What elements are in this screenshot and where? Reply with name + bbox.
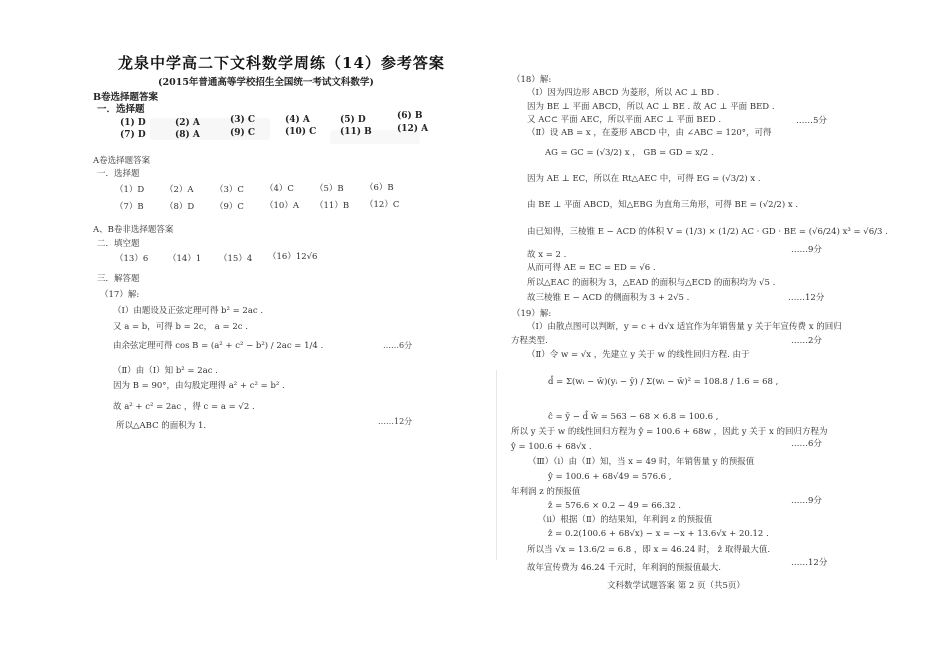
b-choice-item: (11) B xyxy=(340,127,372,137)
q18-line: 由 BE ⊥ 平面 ABCD，知△EBG 为直角三角形，可得 BE = (√2/2) x . xyxy=(527,200,799,210)
b-choice-subheading: 一．选择题 xyxy=(97,104,145,115)
q19-line: d̂ = Σ(wᵢ − w̄)(yᵢ − ȳ) / Σ(wᵢ − w̄)² = 108.8 / 1.6 = 68 , xyxy=(548,377,779,387)
q17-line: 所以△ABC 的面积为 1. xyxy=(116,421,207,431)
q19-score-mark: ……6分 xyxy=(791,439,822,449)
q18-label: （18）解: xyxy=(512,75,552,85)
q19-line: 所以 y 关于 w 的线性回归方程为 ŷ = 100.6 + 68w ，因此 y 关于 x 的回归方程为 xyxy=(511,427,828,437)
ab-section-heading: A、B卷非选择题答案 xyxy=(93,225,174,235)
a-choice-item: （6）B xyxy=(365,183,394,193)
q19-line: ŷ = 100.6 + 68√49 = 576.6 , xyxy=(548,472,672,482)
q19-line: （Ⅰ）由散点图可以判断，y = c + d√x 适宜作为年销售量 y 关于年宣传费 x 的回归 xyxy=(527,322,842,332)
q19-score-mark: ……12分 xyxy=(791,558,828,568)
q18-line: 故三棱锥 E − ACD 的侧面积为 3 + 2√5 . xyxy=(527,293,690,303)
q17-line: 因为 B = 90°，由勾股定理得 a² + c² = b² . xyxy=(113,381,285,391)
q19-line: 年利润 z 的预报值 xyxy=(511,487,581,497)
q17-score-mark: ……6分 xyxy=(383,341,413,350)
b-choice-item: (8) A xyxy=(175,130,200,140)
q19-line: 故年宣传费为 46.24 千元时，年利润的预报值最大. xyxy=(527,563,721,573)
q18-score-mark: ……5分 xyxy=(796,116,827,126)
a-choice-item: （3）C xyxy=(215,185,244,195)
b-choice-item: (7) D xyxy=(120,130,146,140)
scan-fold-line xyxy=(496,370,497,560)
a-choice-item: （12）C xyxy=(365,200,400,210)
q18-line: 由已知得，三棱锥 E − ACD 的体积 V = (1/3) × (1/2) AC · GD · BE = (√6/24) x³ = √6/3 . xyxy=(527,227,888,237)
b-choice-item: (6) B xyxy=(397,111,423,121)
q18-score-mark: ……9分 xyxy=(791,245,822,255)
b-choice-item: (5) D xyxy=(340,115,366,125)
q19-label: （19）解: xyxy=(512,309,552,319)
b-choice-item: (2) A xyxy=(175,118,200,128)
a-choice-item: （8）D xyxy=(165,202,195,212)
b-choice-item: (3) C xyxy=(230,115,256,125)
q18-line: 故 x = 2 . xyxy=(527,250,567,260)
a-choice-item: （10）A xyxy=(265,201,299,211)
a-choice-item: （11）B xyxy=(315,201,350,211)
q19-line: （Ⅱ）令 w = √x ，先建立 y 关于 w 的线性回归方程. 由于 xyxy=(527,350,750,360)
q17-line: 由余弦定理可得 cos B = (a² + c² − b²) / 2ac = 1/4 . xyxy=(113,341,324,351)
q18-line: （Ⅰ）因为四边形 ABCD 为菱形，所以 AC ⊥ BD . xyxy=(527,88,720,98)
page-subtitle: (2015年普通高等学校招生全国统一考试文科数学) xyxy=(158,77,374,88)
fill-answer-item: （14）1 xyxy=(168,254,202,264)
a-section-heading: A卷选择题答案 xyxy=(93,156,151,166)
q19-score-mark: ……2分 xyxy=(791,336,822,346)
b-choice-item: (4) A xyxy=(285,115,310,125)
q17-label: （17）解: xyxy=(100,290,140,300)
q17-line: （Ⅱ）由（Ⅰ）知 b² = 2ac . xyxy=(113,366,218,376)
fill-answer-item: （15）4 xyxy=(219,254,253,264)
page-footer: 文科数学试题答案 第 2 页（共5页） xyxy=(607,581,745,591)
a-choice-item: （4）C xyxy=(265,184,294,194)
b-section-heading: B卷选择题答案 xyxy=(93,92,159,103)
a-choice-item: （5）B xyxy=(315,184,344,194)
q19-line: ĉ = ȳ − d̂ w̄ = 563 − 68 × 6.8 = 100.6 , xyxy=(548,412,719,422)
b-choice-item: (9) C xyxy=(230,128,256,138)
q19-score-mark: ……9分 xyxy=(791,496,822,506)
q18-line: 所以△EAC 的面积为 3，△EAD 的面积与△ECD 的面积均为 √5 . xyxy=(527,278,776,288)
b-choice-item: (1) D xyxy=(120,118,146,128)
q18-line: 因为 BE ⊥ 平面 ABCD，所以 AC ⊥ BE . 故 AC ⊥ 平面 BED . xyxy=(527,102,775,112)
a-choice-subheading: 一．选择题 xyxy=(97,169,140,179)
q19-line: ẑ = 0.2(100.6 + 68√x) − x = −x + 13.6√x + 20.12 . xyxy=(548,529,769,539)
q18-score-mark: ……12分 xyxy=(788,293,825,303)
q18-line: （Ⅱ）设 AB = x ，在菱形 ABCD 中，由 ∠ABC = 120°，可得 xyxy=(527,128,772,138)
q18-line: AG = GC = (√3/2) x ， GB = GD = x/2 . xyxy=(545,148,714,158)
q18-line: 又 AC⊂ 平面 AEC，所以平面 AEC ⊥ 平面 BED . xyxy=(527,115,722,125)
q18-line: 因为 AE ⊥ EC，所以在 Rt△AEC 中，可得 EG = (√3/2) x . xyxy=(527,174,761,184)
b-choice-item: (10) C xyxy=(285,127,317,137)
q19-line: （ii）根据（Ⅱ）的结果知，年利润 z 的预报值 xyxy=(538,515,713,525)
fill-answer-item: （16）12√6 xyxy=(268,252,318,262)
fill-section-heading: 二．填空题 xyxy=(97,239,140,249)
page-title: 龙泉中学高二下文科数学周练（14）参考答案 xyxy=(118,54,445,72)
solve-section-heading: 三．解答题 xyxy=(97,274,140,284)
q17-line: 故 a² + c² = 2ac ，得 c = a = √2 . xyxy=(113,402,255,412)
fill-answer-item: （13）6 xyxy=(115,254,149,264)
q19-line: ẑ = 576.6 × 0.2 − 49 = 66.32 . xyxy=(548,501,681,511)
a-choice-item: （7）B xyxy=(115,202,144,212)
q19-line: 所以当 √x = 13.6/2 = 6.8 ，即 x = 46.24 时， ẑ 取得最大值. xyxy=(527,545,771,555)
q19-line: ŷ = 100.6 + 68√x . xyxy=(511,442,592,452)
q18-line: 从而可得 AE = EC = ED = √6 . xyxy=(527,263,656,273)
q17-line: 又 a = b，可得 b = 2c， a = 2c . xyxy=(113,322,248,332)
q17-line: （Ⅰ）由题设及正弦定理可得 b² = 2ac . xyxy=(113,306,264,316)
a-choice-item: （9）C xyxy=(215,202,244,212)
q19-line: （Ⅲ）（i）由（Ⅱ）知，当 x = 49 时，年销售量 y 的预报值 xyxy=(528,457,755,467)
a-choice-item: （2）A xyxy=(165,185,194,195)
b-choice-item: (12) A xyxy=(397,124,429,134)
q17-score-mark: ……12分 xyxy=(378,417,413,426)
q19-line: 方程类型. xyxy=(511,336,548,346)
a-choice-item: （1）D xyxy=(115,185,145,195)
